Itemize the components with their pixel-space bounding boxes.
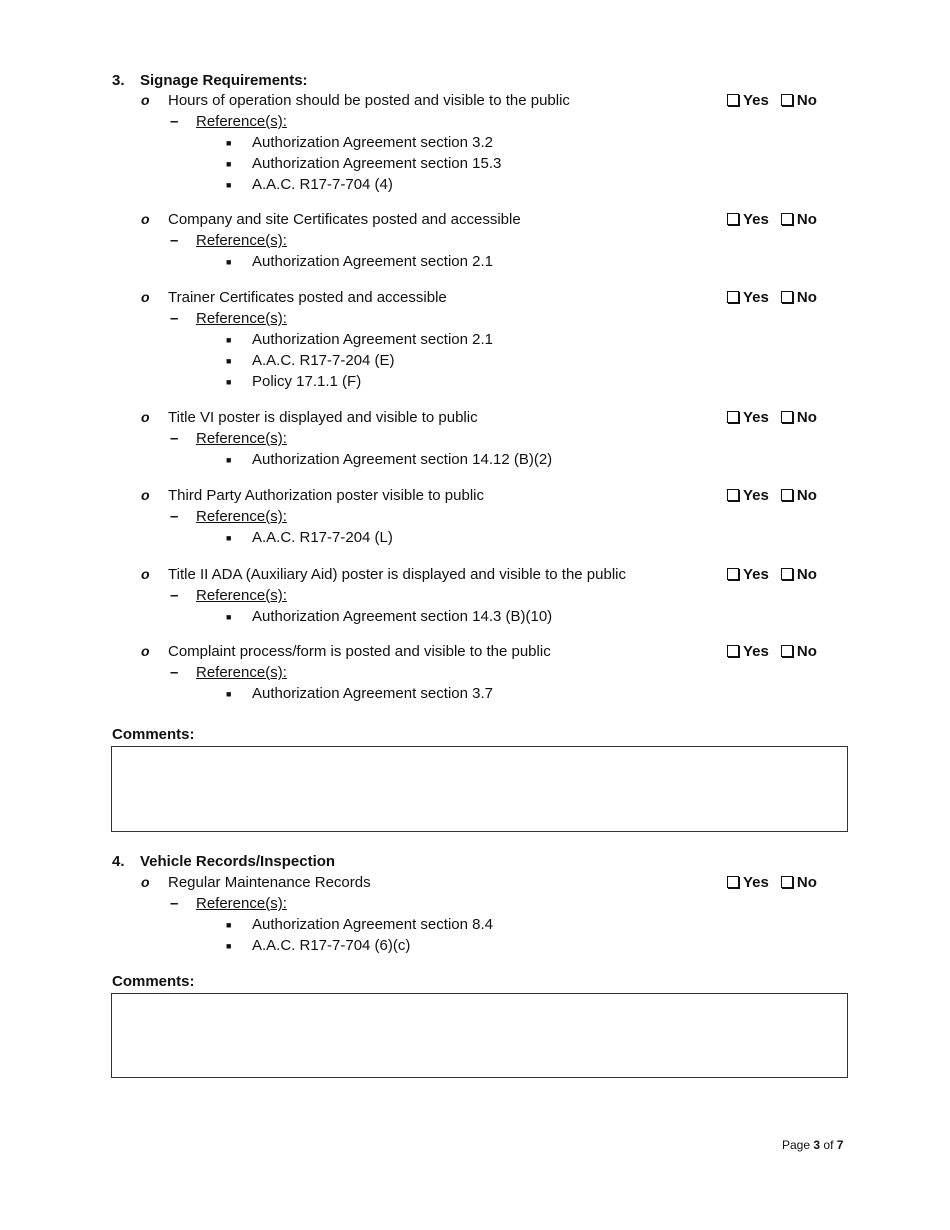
item-bullet-icon: o bbox=[141, 566, 150, 582]
reference-entry: Authorization Agreement section 3.7 bbox=[252, 685, 493, 702]
reference-label: Reference(s): bbox=[196, 508, 287, 525]
checkbox-icon[interactable] bbox=[727, 489, 739, 501]
yes-checkbox-option[interactable] bbox=[727, 566, 769, 583]
section-number: 3. bbox=[112, 72, 125, 89]
reference-label: Reference(s): bbox=[196, 430, 287, 447]
reference-entry: Authorization Agreement section 3.2 bbox=[252, 134, 493, 151]
section-title: Vehicle Records/Inspection bbox=[140, 853, 336, 870]
dash-bullet-icon: – bbox=[170, 895, 179, 912]
checkbox-icon[interactable] bbox=[727, 213, 739, 225]
comments-textarea[interactable] bbox=[111, 993, 848, 1078]
no-checkbox-option[interactable] bbox=[781, 874, 817, 891]
comments-label: Comments: bbox=[112, 973, 195, 990]
no-checkbox-option[interactable] bbox=[781, 566, 817, 583]
yes-label: Yes bbox=[743, 211, 769, 228]
item-bullet-icon: o bbox=[141, 874, 150, 890]
reference-entry: Authorization Agreement section 14.12 (B)(2) bbox=[252, 451, 553, 468]
no-checkbox-option[interactable] bbox=[781, 643, 817, 660]
square-bullet-icon: ■ bbox=[226, 612, 232, 622]
square-bullet-icon: ■ bbox=[226, 180, 232, 190]
item-bullet-icon: o bbox=[141, 487, 150, 503]
no-checkbox-option[interactable] bbox=[781, 211, 817, 228]
checklist-item-text: Trainer Certificates posted and accessible bbox=[168, 289, 447, 306]
footer-current: 3 bbox=[813, 1138, 821, 1152]
checkbox-icon[interactable] bbox=[781, 411, 793, 423]
reference-label: Reference(s): bbox=[196, 232, 287, 249]
yes-checkbox-option[interactable] bbox=[727, 874, 769, 891]
checklist-item-text: Third Party Authorization poster visible to public bbox=[168, 487, 484, 504]
checkbox-icon[interactable] bbox=[727, 291, 739, 303]
comments-label: Comments: bbox=[112, 726, 195, 743]
footer-total: 7 bbox=[836, 1138, 844, 1152]
section-number: 4. bbox=[112, 853, 125, 870]
no-label: No bbox=[796, 487, 817, 504]
no-label: No bbox=[796, 874, 817, 891]
yes-checkbox-option[interactable] bbox=[727, 487, 769, 504]
dash-bullet-icon: – bbox=[170, 310, 179, 327]
yes-no-group bbox=[727, 643, 829, 660]
checkbox-icon[interactable] bbox=[727, 876, 739, 888]
square-bullet-icon: ■ bbox=[226, 920, 232, 930]
square-bullet-icon: ■ bbox=[226, 455, 232, 465]
yes-checkbox-option[interactable] bbox=[727, 409, 769, 426]
checkbox-icon[interactable] bbox=[727, 568, 739, 580]
item-bullet-icon: o bbox=[141, 92, 150, 108]
yes-label: Yes bbox=[743, 643, 769, 660]
reference-label: Reference(s): bbox=[196, 664, 287, 681]
reference-entry: Policy 17.1.1 (F) bbox=[252, 373, 362, 390]
checkbox-icon[interactable] bbox=[727, 411, 739, 423]
yes-checkbox-option[interactable] bbox=[727, 92, 769, 109]
no-label: No bbox=[796, 409, 817, 426]
checkbox-icon[interactable] bbox=[781, 213, 793, 225]
item-bullet-icon: o bbox=[141, 409, 150, 425]
reference-label: Reference(s): bbox=[196, 895, 287, 912]
item-bullet-icon: o bbox=[141, 289, 150, 305]
no-label: No bbox=[796, 643, 817, 660]
dash-bullet-icon: – bbox=[170, 232, 179, 249]
checklist-item-text: Complaint process/form is posted and visible to the public bbox=[168, 643, 551, 660]
square-bullet-icon: ■ bbox=[226, 159, 232, 169]
reference-entry: Authorization Agreement section 2.1 bbox=[252, 253, 493, 270]
no-checkbox-option[interactable] bbox=[781, 289, 817, 306]
footer-sep: of bbox=[823, 1138, 834, 1152]
page-footer bbox=[782, 1138, 843, 1152]
checkbox-icon[interactable] bbox=[781, 291, 793, 303]
yes-no-group bbox=[727, 874, 829, 891]
yes-checkbox-option[interactable] bbox=[727, 211, 769, 228]
item-bullet-icon: o bbox=[141, 643, 150, 659]
reference-entry: Authorization Agreement section 2.1 bbox=[252, 331, 493, 348]
reference-label: Reference(s): bbox=[196, 113, 287, 130]
reference-entry: A.A.C. R17-7-204 (L) bbox=[252, 529, 393, 546]
yes-label: Yes bbox=[743, 92, 769, 109]
checklist-item-text: Company and site Certificates posted and accessible bbox=[168, 211, 521, 228]
checkbox-icon[interactable] bbox=[727, 94, 739, 106]
square-bullet-icon: ■ bbox=[226, 689, 232, 699]
checkbox-icon[interactable] bbox=[781, 876, 793, 888]
square-bullet-icon: ■ bbox=[226, 356, 232, 366]
comments-textarea[interactable] bbox=[111, 746, 848, 832]
square-bullet-icon: ■ bbox=[226, 941, 232, 951]
yes-label: Yes bbox=[743, 289, 769, 306]
reference-label: Reference(s): bbox=[196, 310, 287, 327]
dash-bullet-icon: – bbox=[170, 587, 179, 604]
no-label: No bbox=[796, 92, 817, 109]
checkbox-icon[interactable] bbox=[781, 489, 793, 501]
checklist-item-text: Title VI poster is displayed and visible to public bbox=[168, 409, 478, 426]
section-title: Signage Requirements: bbox=[140, 72, 308, 89]
footer-prefix: Page bbox=[782, 1138, 811, 1152]
yes-no-group bbox=[727, 211, 829, 228]
yes-label: Yes bbox=[743, 874, 769, 891]
yes-label: Yes bbox=[743, 566, 769, 583]
dash-bullet-icon: – bbox=[170, 113, 179, 130]
square-bullet-icon: ■ bbox=[226, 377, 232, 387]
no-checkbox-option[interactable] bbox=[781, 92, 817, 109]
reference-entry: Authorization Agreement section 15.3 bbox=[252, 155, 502, 172]
checklist-item-text: Regular Maintenance Records bbox=[168, 874, 371, 891]
yes-no-group bbox=[727, 566, 829, 583]
square-bullet-icon: ■ bbox=[226, 335, 232, 345]
no-checkbox-option[interactable] bbox=[781, 409, 817, 426]
checklist-item-text: Title II ADA (Auxiliary Aid) poster is displayed and visible to the public bbox=[168, 566, 626, 583]
no-checkbox-option[interactable] bbox=[781, 487, 817, 504]
checkbox-icon[interactable] bbox=[727, 645, 739, 657]
reference-entry: A.A.C. R17-7-704 (4) bbox=[252, 176, 393, 193]
yes-no-group bbox=[727, 92, 829, 109]
yes-label: Yes bbox=[743, 487, 769, 504]
square-bullet-icon: ■ bbox=[226, 138, 232, 148]
dash-bullet-icon: – bbox=[170, 430, 179, 447]
no-label: No bbox=[796, 289, 817, 306]
reference-entry: A.A.C. R17-7-704 (6)(c) bbox=[252, 937, 411, 954]
checklist-item-text: Hours of operation should be posted and visible to the public bbox=[168, 92, 570, 109]
dash-bullet-icon: – bbox=[170, 508, 179, 525]
reference-entry: Authorization Agreement section 14.3 (B)(10) bbox=[252, 608, 553, 625]
yes-no-group bbox=[727, 289, 829, 306]
checkbox-icon[interactable] bbox=[781, 568, 793, 580]
reference-label: Reference(s): bbox=[196, 587, 287, 604]
reference-entry: A.A.C. R17-7-204 (E) bbox=[252, 352, 395, 369]
square-bullet-icon: ■ bbox=[226, 533, 232, 543]
checkbox-icon[interactable] bbox=[781, 94, 793, 106]
no-label: No bbox=[796, 211, 817, 228]
dash-bullet-icon: – bbox=[170, 664, 179, 681]
yes-checkbox-option[interactable] bbox=[727, 289, 769, 306]
yes-no-group bbox=[727, 487, 829, 504]
square-bullet-icon: ■ bbox=[226, 257, 232, 267]
item-bullet-icon: o bbox=[141, 211, 150, 227]
reference-entry: Authorization Agreement section 8.4 bbox=[252, 916, 493, 933]
no-label: No bbox=[796, 566, 817, 583]
yes-no-group bbox=[727, 409, 829, 426]
yes-label: Yes bbox=[743, 409, 769, 426]
checkbox-icon[interactable] bbox=[781, 645, 793, 657]
yes-checkbox-option[interactable] bbox=[727, 643, 769, 660]
